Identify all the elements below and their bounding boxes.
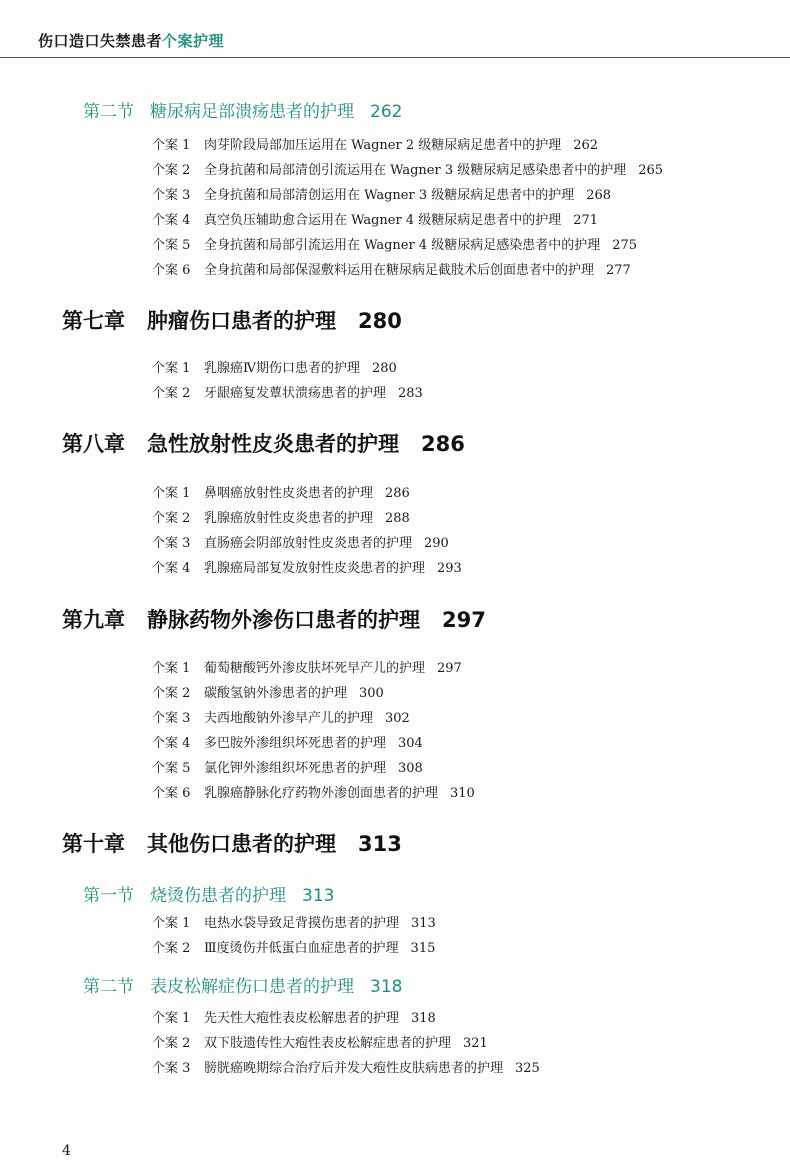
entry-page-number: 315 xyxy=(410,941,436,956)
toc-case-entry[interactable] xyxy=(152,937,435,956)
entry-page-number: 297 xyxy=(442,608,486,632)
toc-case-entry[interactable] xyxy=(152,1057,540,1076)
entry-title: 烧烫伤患者的护理 xyxy=(150,886,286,906)
entry-page-number: 283 xyxy=(398,386,423,401)
toc-case-entry[interactable] xyxy=(152,657,462,676)
entry-title: 牙龈癌复发蕈状溃疡患者的护理 xyxy=(204,386,387,401)
entry-page-number: 262 xyxy=(573,138,599,153)
entry-label: 第十章 xyxy=(62,832,125,856)
entry-label: 个案 2 xyxy=(152,163,191,178)
entry-page-number: 290 xyxy=(424,536,449,551)
entry-page-number: 275 xyxy=(612,238,638,253)
entry-page-number: 321 xyxy=(463,1036,488,1051)
toc-case-entry[interactable] xyxy=(152,707,410,726)
entry-page-number: 313 xyxy=(302,886,335,906)
toc-case-entry[interactable] xyxy=(152,1007,436,1026)
entry-page-number: 286 xyxy=(385,486,410,501)
entry-page-number: 313 xyxy=(358,832,402,856)
header-title: 伤口造口失禁患者 xyxy=(38,32,163,50)
toc-section-heading[interactable] xyxy=(83,972,402,997)
entry-label: 个案 3 xyxy=(152,188,191,203)
toc-case-entry[interactable] xyxy=(152,184,611,203)
entry-title: 其他伤口患者的护理 xyxy=(147,832,336,856)
toc-case-entry[interactable] xyxy=(152,134,598,153)
entry-title: 多巴胺外渗组织坏死患者的护理 xyxy=(204,736,387,751)
entry-title: 静脉药物外渗伤口患者的护理 xyxy=(147,608,420,632)
entry-page-number: 325 xyxy=(515,1061,540,1076)
toc-case-entry[interactable] xyxy=(152,482,410,501)
entry-label: 个案 4 xyxy=(152,561,191,576)
entry-title: 乳腺癌Ⅳ期伤口患者的护理 xyxy=(204,361,360,376)
toc-case-entry[interactable] xyxy=(152,357,397,376)
entry-label: 个案 1 xyxy=(152,138,191,153)
entry-label: 第一节 xyxy=(83,886,134,906)
entry-title: 表皮松解症伤口患者的护理 xyxy=(150,977,354,997)
header-title-accent: 个案护理 xyxy=(162,32,225,50)
toc-case-entry[interactable] xyxy=(152,507,410,526)
entry-label: 第二节 xyxy=(83,102,134,122)
entry-label: 个案 6 xyxy=(152,263,191,278)
entry-label: 个案 2 xyxy=(152,386,191,401)
entry-page-number: 318 xyxy=(411,1011,436,1026)
entry-label: 个案 1 xyxy=(152,1011,191,1026)
entry-page-number: 300 xyxy=(359,686,384,701)
entry-label: 个案 1 xyxy=(152,486,191,501)
entry-label: 个案 2 xyxy=(152,941,191,956)
page-number: 4 xyxy=(62,1143,71,1159)
entry-title: 真空负压辅助愈合运用在 Wagner 4 级糖尿病足患者中的护理 xyxy=(204,213,562,228)
entry-title: 鼻咽癌放射性皮炎患者的护理 xyxy=(204,486,374,501)
entry-page-number: 302 xyxy=(385,711,410,726)
entry-page-number: 304 xyxy=(398,736,423,751)
entry-title: 乳腺癌放射性皮炎患者的护理 xyxy=(204,511,374,526)
entry-label: 个案 5 xyxy=(152,761,191,776)
entry-label: 第九章 xyxy=(62,608,125,632)
entry-page-number: 308 xyxy=(398,761,423,776)
toc-chapter-heading[interactable] xyxy=(62,828,402,858)
entry-page-number: 297 xyxy=(437,661,462,676)
entry-label: 个案 2 xyxy=(152,686,191,701)
toc-case-entry[interactable] xyxy=(152,557,462,576)
toc-case-entry[interactable] xyxy=(152,234,637,253)
entry-label: 个案 3 xyxy=(152,1061,191,1076)
entry-title: 糖尿病足部溃疡患者的护理 xyxy=(150,102,354,122)
entry-label: 个案 4 xyxy=(152,736,191,751)
entry-label: 个案 6 xyxy=(152,786,191,801)
entry-page-number: 313 xyxy=(411,916,436,931)
entry-label: 个案 2 xyxy=(152,511,191,526)
entry-page-number: 280 xyxy=(372,361,397,376)
entry-title: 膀胱癌晚期综合治疗后并发大疱性皮肤病患者的护理 xyxy=(204,1061,504,1076)
toc-case-entry[interactable] xyxy=(152,259,631,278)
toc-case-entry[interactable] xyxy=(152,732,423,751)
entry-label: 第八章 xyxy=(62,432,125,456)
entry-label: 个案 1 xyxy=(152,661,191,676)
toc-chapter-heading[interactable] xyxy=(62,428,465,458)
entry-label: 个案 2 xyxy=(152,1036,191,1051)
entry-label: 个案 5 xyxy=(152,238,191,253)
entry-page-number: 268 xyxy=(586,188,612,203)
entry-title: Ⅲ度烫伤并低蛋白血症患者的护理 xyxy=(204,941,399,956)
entry-page-number: 280 xyxy=(358,309,402,333)
toc-case-entry[interactable] xyxy=(152,1032,488,1051)
toc-chapter-heading[interactable] xyxy=(62,604,486,634)
entry-title: 乳腺癌静脉化疗药物外渗创面患者的护理 xyxy=(204,786,439,801)
entry-page-number: 293 xyxy=(437,561,462,576)
entry-title: 先天性大疱性表皮松解患者的护理 xyxy=(204,1011,400,1026)
toc-case-entry[interactable] xyxy=(152,209,598,228)
entry-label: 个案 1 xyxy=(152,361,191,376)
entry-title: 肿瘤伤口患者的护理 xyxy=(147,309,336,333)
entry-title: 全身抗菌和局部引流运用在 Wagner 4 级糖尿病足感染患者中的护理 xyxy=(204,238,601,253)
entry-title: 直肠癌会阴部放射性皮炎患者的护理 xyxy=(204,536,413,551)
entry-title: 全身抗菌和局部清创运用在 Wagner 3 级糖尿病足患者中的护理 xyxy=(204,188,575,203)
toc-case-entry[interactable] xyxy=(152,757,423,776)
entry-title: 全身抗菌和局部保湿敷料运用在糖尿病足截肢术后创面患者中的护理 xyxy=(204,263,595,278)
entry-title: 氯化钾外渗组织坏死患者的护理 xyxy=(204,761,387,776)
entry-title: 双下肢遗传性大疱性表皮松解症患者的护理 xyxy=(204,1036,452,1051)
entry-page-number: 262 xyxy=(370,102,403,122)
entry-page-number: 310 xyxy=(450,786,475,801)
entry-label: 个案 3 xyxy=(152,711,191,726)
entry-title: 全身抗菌和局部清创引流运用在 Wagner 3 级糖尿病足感染患者中的护理 xyxy=(204,163,627,178)
toc-section-heading[interactable] xyxy=(83,881,334,906)
toc-case-entry[interactable] xyxy=(152,159,663,178)
toc-chapter-heading[interactable] xyxy=(62,305,402,335)
toc-section-heading[interactable] xyxy=(83,97,402,122)
entry-title: 肉芽阶段局部加压运用在 Wagner 2 级糖尿病足患者中的护理 xyxy=(204,138,562,153)
toc-case-entry[interactable] xyxy=(152,532,449,551)
entry-title: 夫西地酸钠外渗早产儿的护理 xyxy=(204,711,374,726)
toc-case-entry[interactable] xyxy=(152,682,384,701)
toc-case-entry[interactable] xyxy=(152,382,423,401)
entry-page-number: 288 xyxy=(385,511,410,526)
entry-page-number: 286 xyxy=(421,432,465,456)
entry-label: 第七章 xyxy=(62,309,125,333)
entry-label: 个案 1 xyxy=(152,916,191,931)
toc-case-entry[interactable] xyxy=(152,912,436,931)
entry-label: 个案 4 xyxy=(152,213,191,228)
entry-page-number: 277 xyxy=(606,263,631,278)
entry-title: 碳酸氢钠外渗患者的护理 xyxy=(204,686,348,701)
entry-label: 第二节 xyxy=(83,977,134,997)
entry-label: 个案 3 xyxy=(152,536,191,551)
toc-case-entry[interactable] xyxy=(152,782,475,801)
entry-title: 葡萄糖酸钙外渗皮肤坏死早产儿的护理 xyxy=(204,661,426,676)
entry-page-number: 271 xyxy=(573,213,599,228)
entry-title: 电热水袋导致足背摸伤患者的护理 xyxy=(204,916,400,931)
entry-page-number: 318 xyxy=(370,977,403,997)
entry-title: 急性放射性皮炎患者的护理 xyxy=(147,432,399,456)
entry-title: 乳腺癌局部复发放射性皮炎患者的护理 xyxy=(204,561,426,576)
entry-page-number: 265 xyxy=(638,163,664,178)
